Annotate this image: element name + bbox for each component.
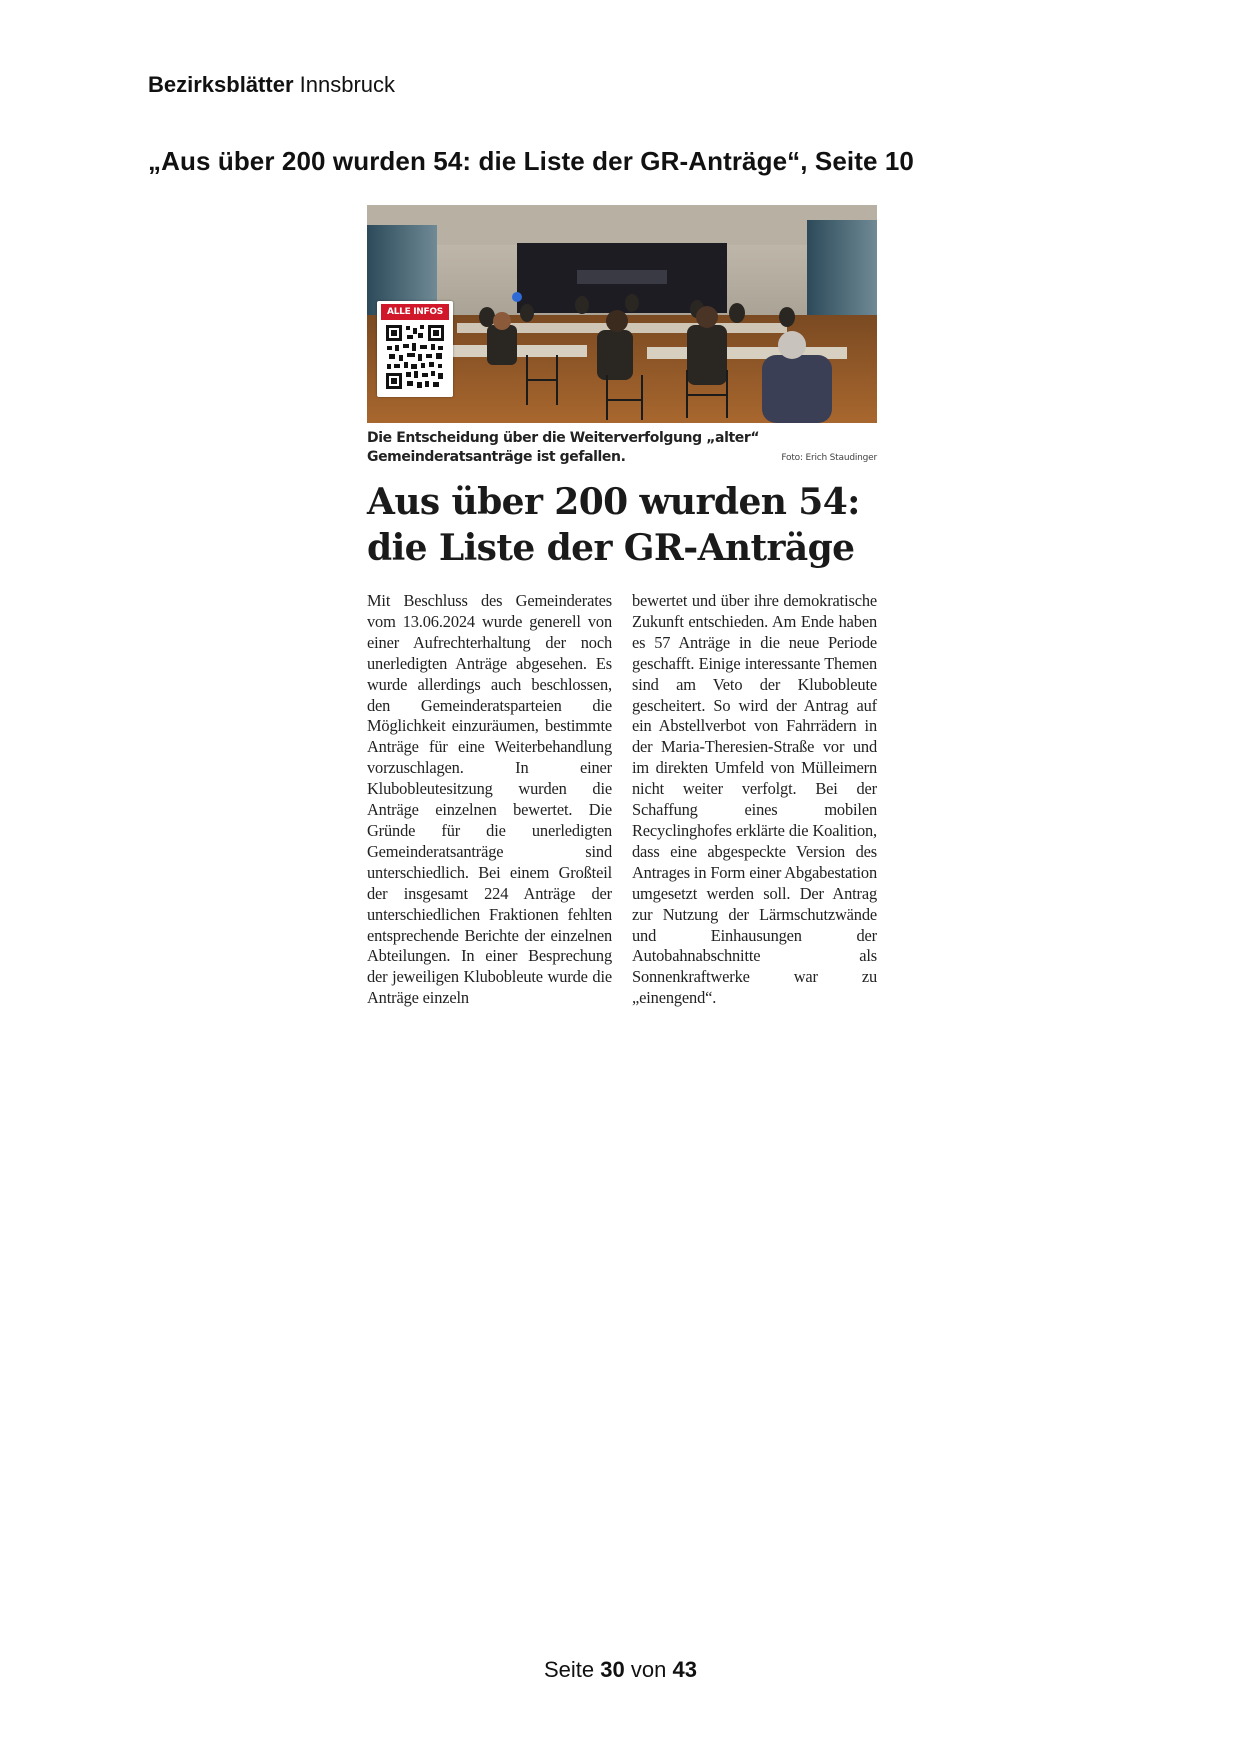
article-headline [367,479,877,571]
headline-line-1: Aus über 200 wurden 54: [367,481,860,523]
footer-prefix: Seite [544,1657,595,1682]
page-total: 43 [672,1657,697,1682]
headline-line-2: die Liste der GR-Anträge [367,527,855,569]
article-column-1: Mit Beschluss des Gemeinderates vom 13.06.2024 wurde generell von einer Aufrechterhaltung der noch unerledigten Anträge abgesehen. Es wurde allerdings auch beschlossen, den Gemeinderatsparteien die Möglichkeit einzuräumen, bestimmte Anträge für eine Weiterbehandlung vorzuschlagen. In einer Klubobleutesitzung wurden die Anträge einzelnen bewertet. Die Gründe für die unerledigten Gemeinderatsanträge sind unterschiedlich. Bei einem Großteil der insgesamt 224 Anträge der unterschiedlichen Fraktionen fehlten entsprechende Berichte der einzelnen Abteilungen. In einer Besprechung der jeweiligen Klubobleute wurde die Anträge einzeln [367,591,612,1008]
publication-name: Bezirksblätter [148,72,294,97]
publication-header [148,72,395,98]
page-footer [0,1657,1241,1683]
clip-title: „Aus über 200 wurden 54: die Liste der GR-Anträge“, Seite 10 [148,146,914,176]
qr-label: ALLE INFOS [381,304,449,320]
photo-caption: Die Entscheidung über die Weiterverfolgung „alter“ Gemeinderatsanträge ist gefallen. [367,430,760,465]
publication-region: Innsbruck [299,72,396,97]
footer-middle: von [630,1657,667,1682]
qr-code-icon [385,324,445,390]
qr-code-box[interactable] [377,301,453,397]
newspaper-clipping [367,205,877,1009]
photo-credit: Foto: Erich Staudinger [781,453,877,463]
article-body [367,591,877,1009]
article-photo [367,205,877,423]
page-number: 30 [600,1657,625,1682]
article-column-2: bewertet und über ihre demokratische Zukunft entschieden. Am Ende haben es 57 Anträge in die neue Periode geschafft. Einige interessante Themen sind am Veto der Klubobleute gescheitert. So wird der Antrag auf ein Abstellverbot von Fahrrädern in der Maria-Theresien-Straße vor und im direkten Umfeld von Mülleimern nicht weiter verfolgt. Bei der Schaffung eines mobilen Recyclinghofes erklärte die Koalition, dass eine abgespeckte Version des Antrages in Form einer Abgabestation umgesetzt werden soll. Der Antrag zur Nutzung der Lärmschutzwände und Einhausungen der Autobahnabschnitte als Sonnenkraftwerke war zu „einengend“. [632,591,877,1008]
